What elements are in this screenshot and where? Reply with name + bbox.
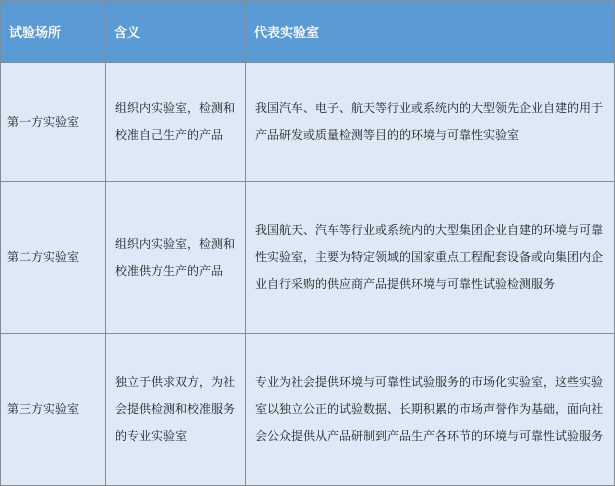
representative-cell: 专业为社会提供环境与可靠性试验服务的市场化实验室，这些实验室以独立公正的试验数据、长期积累的市场声誉作为基础，面向社会公众提供从产品研制到产品生产各环节的环境与可靠性试验服务 (246, 334, 615, 486)
table-header-row (1, 1, 615, 63)
meaning-cell: 独立于供求双方，为社会提供检测和校准服务的专业实验室 (106, 334, 246, 486)
lab-name-cell: 第二方实验室 (1, 182, 106, 334)
lab-name-cell: 第三方实验室 (1, 334, 106, 486)
meaning-cell: 组织内实验室，检测和校准自己生产的产品 (106, 63, 246, 182)
representative-cell: 我国汽车、电子、航天等行业或系统内的大型领先企业自建的用于产品研发或质量检测等目的的环境与可靠性实验室 (246, 63, 615, 182)
table-row (1, 334, 615, 486)
header-test-site: 试验场所 (1, 1, 106, 63)
table-row (1, 63, 615, 182)
table-row (1, 182, 615, 334)
header-representative-labs: 代表实验室 (246, 1, 615, 63)
header-meaning: 含义 (106, 1, 246, 63)
representative-cell: 我国航天、汽车等行业或系统内的大型集团企业自建的环境与可靠性实验室，主要为特定领域的国家重点工程配套设备或向集团内企业自行采购的供应商产品提供环境与可靠性试验检测服务 (246, 182, 615, 334)
lab-name-cell: 第一方实验室 (1, 63, 106, 182)
meaning-cell: 组织内实验室，检测和校准供方生产的产品 (106, 182, 246, 334)
